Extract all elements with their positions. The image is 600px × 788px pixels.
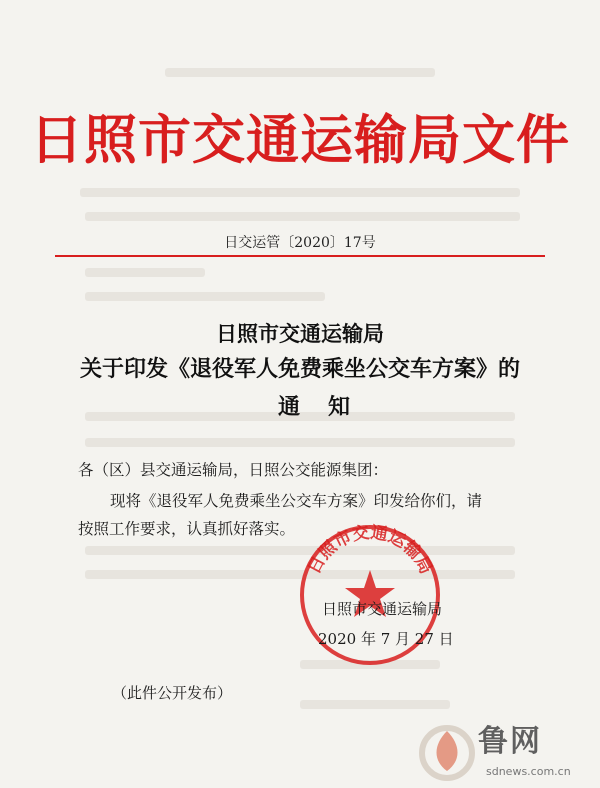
bleed-through-line (85, 438, 515, 447)
public-release-note: （此件公开发布） (112, 684, 233, 702)
bleed-through-line (165, 68, 435, 77)
signature-date: 2020 年 7 月 27 日 (318, 630, 454, 648)
watermark-url: sdnews.com.cn (486, 765, 571, 778)
bleed-through-line (85, 268, 205, 277)
watermark-brand: 鲁网 (478, 724, 542, 759)
addressee: 各（区）县交通运输局，日照公交能源集团： (78, 461, 389, 479)
bleed-through-line (300, 700, 450, 709)
bleed-through-line (85, 292, 325, 301)
notice-title-line3: 通知 (277, 394, 378, 420)
document-header-title: 日照市交通运输局文件 (30, 109, 570, 171)
bleed-through-line (80, 188, 520, 197)
seal-text: 日照市交通运输局 (304, 522, 436, 578)
signature-org: 日照市交通运输局 (322, 600, 443, 618)
red-divider (55, 255, 545, 257)
document-number: 日交运管〔2020〕17号 (224, 235, 376, 251)
notice-title-line2: 关于印发《退役军人免费乘坐公交车方案》的 (79, 356, 520, 382)
body-paragraph-line2: 按照工作要求，认真抓好落实。 (78, 520, 296, 538)
notice-title-line1: 日照市交通运输局 (216, 321, 384, 346)
bleed-through-line (85, 212, 520, 221)
body-paragraph-line1: 现将《退役军人免费乘坐公交车方案》印发给你们，请 (110, 492, 483, 510)
svg-text:日照市交通运输局 (304, 522, 436, 578)
